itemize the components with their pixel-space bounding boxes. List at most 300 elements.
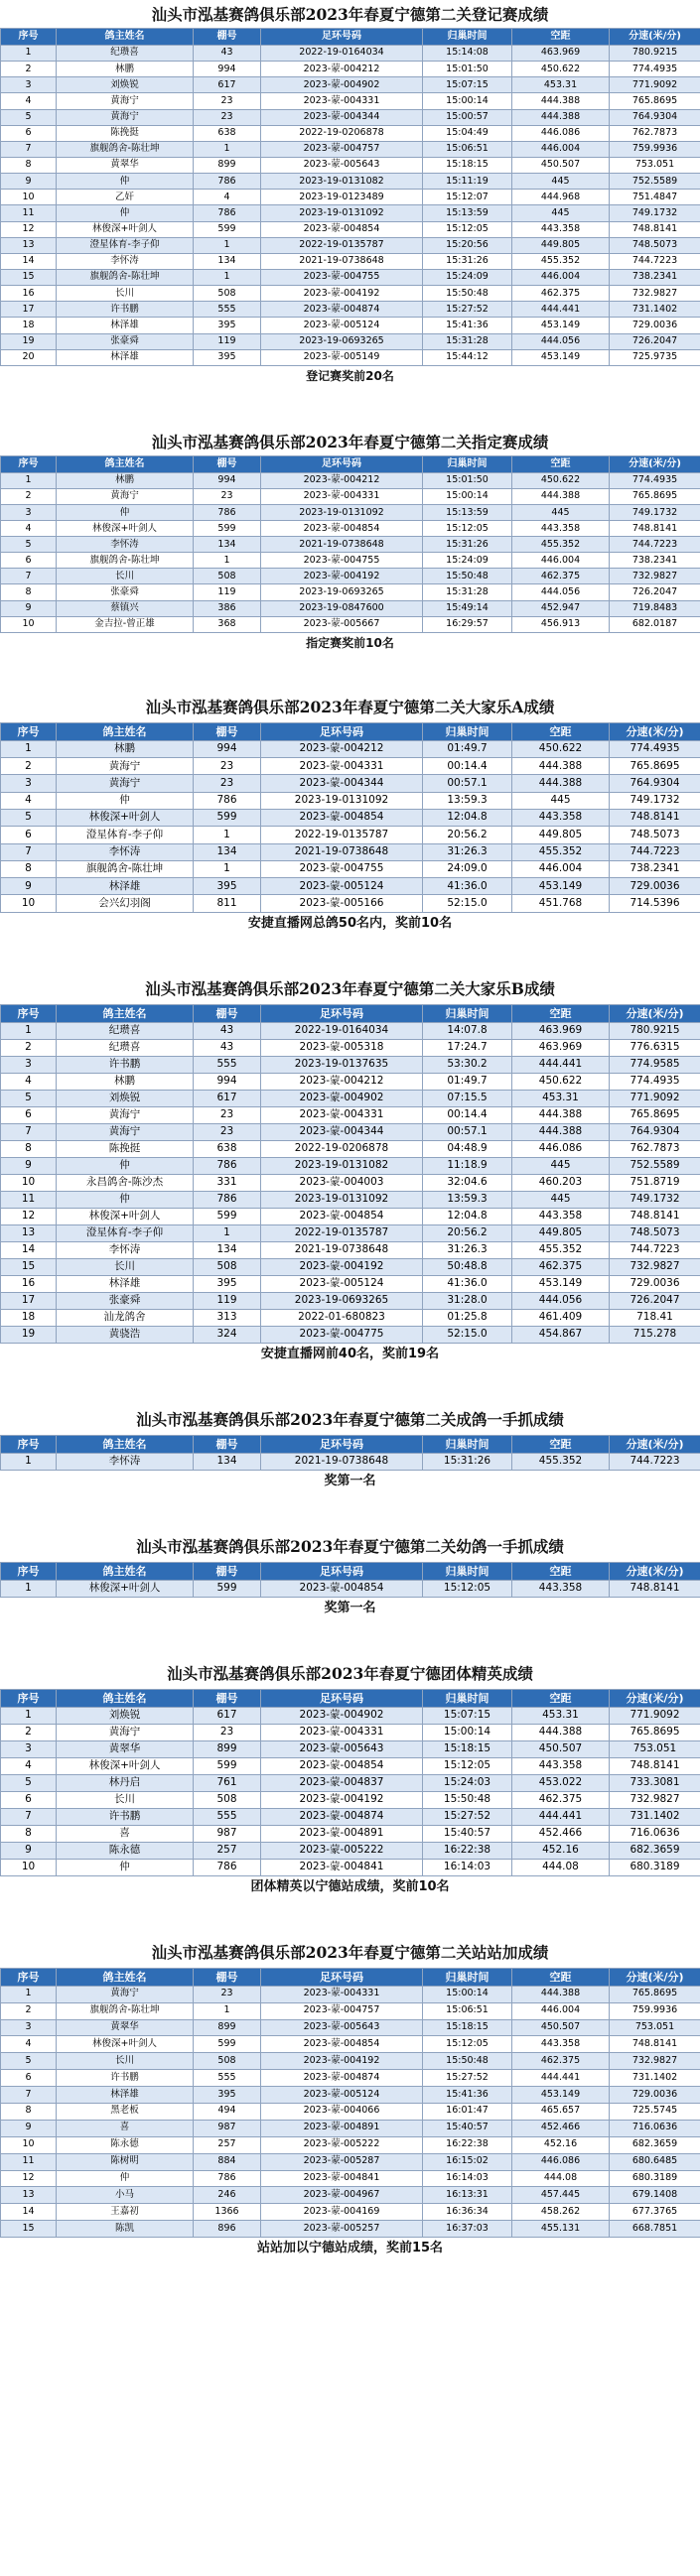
- col-owner: 林俊深+叶剑人: [57, 2036, 194, 2053]
- col-index: 7: [1, 1808, 57, 1825]
- col-loft: 899: [194, 2019, 261, 2036]
- col-speed: 729.0036: [610, 1275, 700, 1292]
- col-index: 9: [1, 1157, 57, 1174]
- col-time: 31:26.3: [423, 843, 512, 860]
- col-loft: 257: [194, 1842, 261, 1859]
- col-owner: 许书鹏: [57, 302, 194, 318]
- col-index: 1: [1, 1580, 57, 1597]
- table-row: [1, 302, 700, 318]
- col-ring: 2023-蒙-005124: [261, 878, 423, 895]
- col-ring: 2023-19-0131092: [261, 792, 423, 809]
- col-index: 12: [1, 221, 57, 237]
- col-speed: 753.051: [610, 1740, 700, 1757]
- col-loft: 761: [194, 1774, 261, 1791]
- table-row: [1, 521, 700, 537]
- col-time: 00:57.1: [423, 1123, 512, 1140]
- col-distance: 445: [512, 505, 610, 521]
- col-owner: 旗舰鸽舍-陈壮坤: [57, 2002, 194, 2019]
- col-distance: 455.352: [512, 1241, 610, 1258]
- col-distance: 461.409: [512, 1309, 610, 1326]
- col-loft: 1366: [194, 2204, 261, 2221]
- col-ring: 2023-蒙-004854: [261, 1757, 423, 1774]
- col-speed: 771.9092: [610, 1707, 700, 1724]
- col-speed: 732.9827: [610, 569, 700, 584]
- col-loft: 786: [194, 174, 261, 190]
- table-row: [1, 616, 700, 632]
- col-speed: 780.9215: [610, 1022, 700, 1039]
- table-row: [1, 1056, 700, 1073]
- col-loft: 23: [194, 488, 261, 504]
- section-title: 汕头市泓基赛鸽俱乐部2023年春夏宁德团体精英成绩: [167, 1663, 533, 1683]
- table-row: [1, 1123, 700, 1140]
- col-loft: 23: [194, 109, 261, 125]
- col-loft: 23: [194, 93, 261, 109]
- col-distance: 443.358: [512, 221, 610, 237]
- table-row: [1, 1106, 700, 1123]
- table-row: [1, 809, 700, 826]
- col-ring: 2023-蒙-004841: [261, 2170, 423, 2187]
- col-ring: 2021-19-0738648: [261, 1453, 423, 1470]
- col-speed: 753.051: [610, 157, 700, 173]
- col-distance: 457.445: [512, 2187, 610, 2204]
- col-distance: 444.388: [512, 1106, 610, 1123]
- column-header-owner: 鸽主姓名: [57, 455, 194, 472]
- table-row: [1, 237, 700, 253]
- col-ring: 2022-19-0206878: [261, 1140, 423, 1157]
- col-loft: 1: [194, 1224, 261, 1241]
- col-ring: 2021-19-0738648: [261, 843, 423, 860]
- col-loft: 599: [194, 2036, 261, 2053]
- col-ring: 2022-19-0206878: [261, 125, 423, 141]
- col-time: 15:49:14: [423, 600, 512, 616]
- col-speed: 748.8141: [610, 809, 700, 826]
- table-row: [1, 1724, 700, 1740]
- column-header-time: 归巢时间: [423, 29, 512, 46]
- col-ring: 2023-蒙-005222: [261, 1842, 423, 1859]
- column-header-speed: 分速(米/分): [610, 1004, 700, 1022]
- column-header-ring: 足环号码: [261, 29, 423, 46]
- col-distance: 444.056: [512, 333, 610, 349]
- col-index: 16: [1, 1275, 57, 1292]
- results-table: [0, 1004, 700, 1344]
- table-row: [1, 1241, 700, 1258]
- col-speed: 733.3081: [610, 1774, 700, 1791]
- column-header-time: 归巢时间: [423, 1004, 512, 1022]
- col-index: 5: [1, 809, 57, 826]
- col-distance: 445: [512, 1191, 610, 1208]
- results-table: [0, 28, 700, 366]
- col-owner: 纪瓒喜: [57, 46, 194, 62]
- col-ring: 2023-蒙-004003: [261, 1174, 423, 1191]
- col-loft: 386: [194, 600, 261, 616]
- col-time: 15:04:49: [423, 125, 512, 141]
- col-time: 16:29:57: [423, 616, 512, 632]
- column-header-index: 序号: [1, 1004, 57, 1022]
- table-row: [1, 253, 700, 269]
- col-index: 4: [1, 2036, 57, 2053]
- col-distance: 455.352: [512, 843, 610, 860]
- col-time: 15:31:26: [423, 537, 512, 553]
- col-time: 15:27:52: [423, 1808, 512, 1825]
- col-speed: 738.2341: [610, 553, 700, 569]
- col-index: 2: [1, 1724, 57, 1740]
- column-header-time: 归巢时间: [423, 1689, 512, 1707]
- col-distance: 453.31: [512, 1707, 610, 1724]
- col-loft: 23: [194, 1724, 261, 1740]
- col-index: 18: [1, 1309, 57, 1326]
- section-footer-note: 指定赛奖前10名: [306, 635, 394, 650]
- col-ring: 2023-19-0131082: [261, 174, 423, 190]
- results-table: [0, 1435, 700, 1471]
- col-loft: 599: [194, 221, 261, 237]
- table-row: [1, 843, 700, 860]
- col-speed: 716.0636: [610, 2120, 700, 2136]
- column-header-index: 序号: [1, 722, 57, 740]
- col-loft: 896: [194, 2221, 261, 2238]
- col-ring: 2023-蒙-004331: [261, 1724, 423, 1740]
- col-speed: 751.8719: [610, 1174, 700, 1191]
- col-index: 8: [1, 2103, 57, 2120]
- col-owner: 小马: [57, 2187, 194, 2204]
- col-index: 9: [1, 878, 57, 895]
- table-row: [1, 488, 700, 504]
- col-ring: 2023-蒙-004192: [261, 569, 423, 584]
- section-title: 汕头市泓基赛鸽俱乐部2023年春夏宁德第二关登记赛成绩: [151, 5, 549, 24]
- column-header-index: 序号: [1, 29, 57, 46]
- col-ring: 2023-蒙-004967: [261, 2187, 423, 2204]
- col-index: 6: [1, 553, 57, 569]
- col-ring: 2023-19-0693265: [261, 333, 423, 349]
- col-speed: 764.9304: [610, 109, 700, 125]
- table-row: [1, 93, 700, 109]
- col-ring: 2022-19-0164034: [261, 1022, 423, 1039]
- col-owner: 仲: [57, 205, 194, 221]
- col-loft: 1: [194, 827, 261, 843]
- column-header-loft: 棚号: [194, 1562, 261, 1580]
- column-header-index: 序号: [1, 1435, 57, 1453]
- col-loft: 134: [194, 1241, 261, 1258]
- col-time: 16:01:47: [423, 2103, 512, 2120]
- column-header-ring: 足环号码: [261, 1689, 423, 1707]
- col-loft: 786: [194, 1157, 261, 1174]
- col-loft: 395: [194, 2087, 261, 2104]
- col-ring: 2023-蒙-004066: [261, 2103, 423, 2120]
- table-row: [1, 2170, 700, 2187]
- col-speed: 738.2341: [610, 860, 700, 877]
- table-row: [1, 2204, 700, 2221]
- col-index: 19: [1, 333, 57, 349]
- col-loft: 599: [194, 809, 261, 826]
- col-loft: 899: [194, 1740, 261, 1757]
- col-distance: 446.086: [512, 125, 610, 141]
- table-row: [1, 2221, 700, 2238]
- table-row: [1, 318, 700, 333]
- col-ring: 2023-蒙-004212: [261, 62, 423, 77]
- col-owner: 刘焕锐: [57, 1707, 194, 1724]
- col-index: 18: [1, 318, 57, 333]
- table-row: [1, 2070, 700, 2087]
- col-speed: 765.8695: [610, 1106, 700, 1123]
- result-section: [0, 974, 700, 1365]
- col-speed: 759.9936: [610, 141, 700, 157]
- col-owner: 长川: [57, 1258, 194, 1275]
- col-speed: 680.3189: [610, 2170, 700, 2187]
- col-loft: 508: [194, 1791, 261, 1808]
- table-row: [1, 1774, 700, 1791]
- col-ring: 2023-蒙-005124: [261, 318, 423, 333]
- col-ring: 2023-蒙-004169: [261, 2204, 423, 2221]
- col-loft: 134: [194, 253, 261, 269]
- table-row: [1, 1140, 700, 1157]
- table-row: [1, 1191, 700, 1208]
- col-distance: 462.375: [512, 1791, 610, 1808]
- col-distance: 443.358: [512, 1580, 610, 1597]
- col-ring: 2023-19-0847600: [261, 600, 423, 616]
- col-ring: 2023-蒙-004331: [261, 758, 423, 775]
- col-speed: 748.8141: [610, 1580, 700, 1597]
- column-header-speed: 分速(米/分): [610, 722, 700, 740]
- col-distance: 444.441: [512, 1056, 610, 1073]
- section-title: 汕头市泓基赛鸽俱乐部2023年春夏宁德第二关指定赛成绩: [151, 432, 549, 451]
- col-time: 12:04.8: [423, 809, 512, 826]
- table-header-row: [1, 1689, 700, 1707]
- col-owner: 旗舰鸽舍-陈壮坤: [57, 553, 194, 569]
- col-time: 07:15.5: [423, 1090, 512, 1106]
- col-index: 4: [1, 792, 57, 809]
- col-loft: 246: [194, 2187, 261, 2204]
- section-title: 汕头市泓基赛鸽俱乐部2023年春夏宁德第二关成鸽一手抓成绩: [136, 1409, 564, 1429]
- col-index: 5: [1, 1774, 57, 1791]
- col-speed: 718.41: [610, 1309, 700, 1326]
- col-speed: 762.7873: [610, 1140, 700, 1157]
- col-ring: 2023-蒙-004874: [261, 1808, 423, 1825]
- result-section: [0, 1532, 700, 1619]
- col-owner: 黄骁浩: [57, 1326, 194, 1343]
- col-owner: 陈永德: [57, 1842, 194, 1859]
- col-owner: 林俊深+叶剑人: [57, 1208, 194, 1224]
- col-owner: 林俊深+叶剑人: [57, 1757, 194, 1774]
- section-title: 汕头市泓基赛鸽俱乐部2023年春夏宁德第二关幼鸽一手抓成绩: [136, 1536, 564, 1556]
- col-time: 15:00:14: [423, 1724, 512, 1740]
- col-index: 2: [1, 1039, 57, 1056]
- col-time: 15:01:50: [423, 472, 512, 488]
- col-time: 15:00:14: [423, 488, 512, 504]
- table-row: [1, 505, 700, 521]
- col-index: 6: [1, 2070, 57, 2087]
- table-row: [1, 349, 700, 365]
- col-ring: 2023-蒙-005257: [261, 2221, 423, 2238]
- col-ring: 2023-蒙-005667: [261, 616, 423, 632]
- col-speed: 680.6485: [610, 2153, 700, 2170]
- table-row: [1, 553, 700, 569]
- col-loft: 555: [194, 302, 261, 318]
- col-ring: 2023-蒙-004192: [261, 286, 423, 302]
- col-distance: 444.388: [512, 758, 610, 775]
- col-loft: 1: [194, 553, 261, 569]
- col-speed: 731.1402: [610, 1808, 700, 1825]
- results-table: [0, 1689, 700, 1876]
- column-header-speed: 分速(米/分): [610, 29, 700, 46]
- col-speed: 748.8141: [610, 221, 700, 237]
- col-ring: 2023-19-0131092: [261, 205, 423, 221]
- col-speed: 726.2047: [610, 1292, 700, 1309]
- col-owner: 澄星体育-李子仰: [57, 237, 194, 253]
- section-title: 汕头市泓基赛鸽俱乐部2023年春夏宁德第二关站站加成绩: [151, 1942, 549, 1962]
- col-index: 10: [1, 2136, 57, 2153]
- col-speed: 679.1408: [610, 2187, 700, 2204]
- col-time: 15:31:26: [423, 1453, 512, 1470]
- col-loft: 786: [194, 1191, 261, 1208]
- col-distance: 450.622: [512, 740, 610, 757]
- table-row: [1, 740, 700, 757]
- column-header-index: 序号: [1, 455, 57, 472]
- col-time: 15:00:57: [423, 109, 512, 125]
- col-index: 2: [1, 758, 57, 775]
- col-time: 41:36.0: [423, 1275, 512, 1292]
- col-distance: 463.969: [512, 46, 610, 62]
- col-ring: 2023-19-0693265: [261, 584, 423, 600]
- table-row: [1, 1039, 700, 1056]
- col-owner: 黄翠华: [57, 1740, 194, 1757]
- col-ring: 2023-蒙-004192: [261, 1791, 423, 1808]
- col-time: 15:00:14: [423, 1986, 512, 2002]
- col-distance: 444.388: [512, 1724, 610, 1740]
- col-ring: 2023-蒙-004757: [261, 141, 423, 157]
- col-distance: 443.358: [512, 1757, 610, 1774]
- table-row: [1, 600, 700, 616]
- col-index: 5: [1, 109, 57, 125]
- column-header-ring: 足环号码: [261, 1004, 423, 1022]
- column-header-owner: 鸽主姓名: [57, 29, 194, 46]
- table-header-row: [1, 1562, 700, 1580]
- col-owner: 许书鹏: [57, 1808, 194, 1825]
- col-distance: 453.022: [512, 1774, 610, 1791]
- col-index: 13: [1, 237, 57, 253]
- col-distance: 452.947: [512, 600, 610, 616]
- col-speed: 744.7223: [610, 253, 700, 269]
- column-header-time: 归巢时间: [423, 1968, 512, 1986]
- col-index: 15: [1, 269, 57, 285]
- col-distance: 444.388: [512, 488, 610, 504]
- table-row: [1, 221, 700, 237]
- column-header-distance: 空距: [512, 722, 610, 740]
- result-section: [0, 2, 700, 386]
- col-loft: 599: [194, 1757, 261, 1774]
- table-row: [1, 1986, 700, 2002]
- col-index: 5: [1, 1090, 57, 1106]
- col-time: 31:26.3: [423, 1241, 512, 1258]
- col-distance: 444.441: [512, 1808, 610, 1825]
- col-index: 8: [1, 860, 57, 877]
- col-speed: 732.9827: [610, 286, 700, 302]
- table-row: [1, 878, 700, 895]
- col-loft: 331: [194, 1174, 261, 1191]
- col-time: 15:12:07: [423, 190, 512, 205]
- col-loft: 119: [194, 333, 261, 349]
- table-row: [1, 2036, 700, 2053]
- col-distance: 444.08: [512, 1859, 610, 1875]
- col-ring: 2023-蒙-005643: [261, 2019, 423, 2036]
- col-index: 7: [1, 569, 57, 584]
- table-row: [1, 2103, 700, 2120]
- col-distance: 456.913: [512, 616, 610, 632]
- col-index: 3: [1, 1740, 57, 1757]
- col-time: 13:59.3: [423, 792, 512, 809]
- col-ring: 2023-蒙-005124: [261, 2087, 423, 2104]
- col-ring: 2023-蒙-004854: [261, 1208, 423, 1224]
- table-row: [1, 1757, 700, 1774]
- section-footer-note: 站站加以宁德站成绩，奖前15名: [256, 2241, 444, 2256]
- col-index: 2: [1, 488, 57, 504]
- col-time: 16:13:31: [423, 2187, 512, 2204]
- col-owner: 仲: [57, 1157, 194, 1174]
- col-speed: 744.7223: [610, 537, 700, 553]
- table-row: [1, 584, 700, 600]
- table-row: [1, 269, 700, 285]
- table-row: [1, 1258, 700, 1275]
- table-row: [1, 1580, 700, 1597]
- col-distance: 443.358: [512, 521, 610, 537]
- table-row: [1, 2002, 700, 2019]
- col-time: 11:18.9: [423, 1157, 512, 1174]
- col-distance: 452.466: [512, 1825, 610, 1842]
- col-index: 14: [1, 1241, 57, 1258]
- table-row: [1, 1791, 700, 1808]
- table-row: [1, 792, 700, 809]
- col-time: 15:31:28: [423, 333, 512, 349]
- col-speed: 764.9304: [610, 1123, 700, 1140]
- col-owner: 刘焕锐: [57, 77, 194, 93]
- col-ring: 2022-19-0135787: [261, 237, 423, 253]
- col-speed: 765.8695: [610, 488, 700, 504]
- col-owner: 陈凯: [57, 2221, 194, 2238]
- col-ring: 2021-19-0738648: [261, 537, 423, 553]
- col-loft: 395: [194, 878, 261, 895]
- col-speed: 765.8695: [610, 1986, 700, 2002]
- col-distance: 446.004: [512, 860, 610, 877]
- col-speed: 719.8483: [610, 600, 700, 616]
- col-ring: 2023-蒙-004212: [261, 472, 423, 488]
- col-owner: 黄海宁: [57, 93, 194, 109]
- col-loft: 395: [194, 349, 261, 365]
- col-owner: 林泽雄: [57, 349, 194, 365]
- col-ring: 2023-蒙-005643: [261, 1740, 423, 1757]
- column-header-loft: 棚号: [194, 1968, 261, 1986]
- col-speed: 752.5589: [610, 1157, 700, 1174]
- col-distance: 444.388: [512, 1986, 610, 2002]
- col-index: 2: [1, 2002, 57, 2019]
- col-owner: 长川: [57, 2053, 194, 2070]
- col-time: 00:57.1: [423, 775, 512, 792]
- table-row: [1, 1825, 700, 1842]
- col-index: 9: [1, 600, 57, 616]
- col-ring: 2023-蒙-004212: [261, 740, 423, 757]
- col-loft: 786: [194, 205, 261, 221]
- col-distance: 443.358: [512, 2036, 610, 2053]
- table-header-row: [1, 1968, 700, 1986]
- col-index: 15: [1, 2221, 57, 2238]
- col-distance: 452.466: [512, 2120, 610, 2136]
- col-ring: 2023-蒙-004775: [261, 1326, 423, 1343]
- col-owner: 林丹启: [57, 1774, 194, 1791]
- col-owner: 纪瓒喜: [57, 1039, 194, 1056]
- col-speed: 716.0636: [610, 1825, 700, 1842]
- col-ring: 2023-蒙-005318: [261, 1039, 423, 1056]
- col-index: 4: [1, 521, 57, 537]
- col-time: 15:12:05: [423, 1580, 512, 1597]
- col-speed: 677.3765: [610, 2204, 700, 2221]
- col-time: 16:14:03: [423, 1859, 512, 1875]
